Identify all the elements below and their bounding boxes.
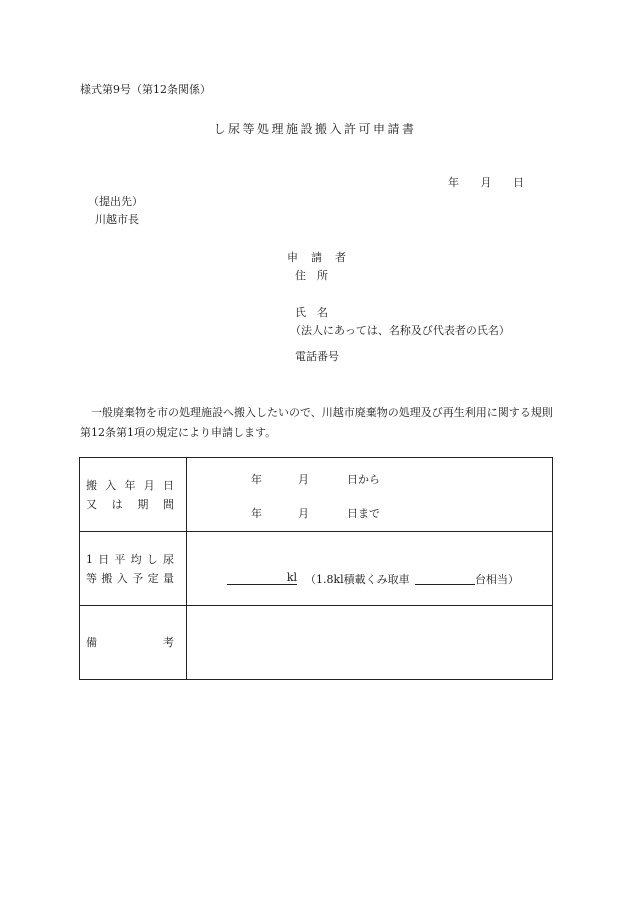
applicant-heading: 申 請 者 bbox=[287, 251, 347, 264]
date-year: 年 bbox=[448, 176, 459, 189]
period-value[interactable] bbox=[187, 458, 553, 532]
quantity-label-line2: 等 搬 入 予 定 量 bbox=[86, 571, 174, 585]
remarks-row bbox=[80, 606, 553, 680]
application-statement: 一般廃棄物を市の処理施設へ搬入したいので、川越市廃棄物の処理及び再生利用に関する規則第12条第1項の規定により申請します。 bbox=[80, 406, 553, 439]
vehicle-text: （1.8kl積載くみ取車 bbox=[305, 572, 410, 586]
name-label: 氏 名 bbox=[295, 306, 328, 319]
period-from: 年 月 日から bbox=[251, 472, 380, 486]
address-label: 住 所 bbox=[295, 269, 328, 282]
remarks-label-line: 備 考 bbox=[86, 636, 174, 649]
vehicle-suffix: 台相当） bbox=[475, 572, 519, 586]
period-label-line2: 又 は 期 間 bbox=[86, 497, 174, 511]
date-month: 月 bbox=[480, 176, 492, 189]
period-label bbox=[80, 458, 187, 532]
date-line bbox=[448, 174, 524, 190]
date-day: 日 bbox=[513, 176, 524, 189]
name-note: （法人にあっては、名称及び代表者の氏名） bbox=[290, 324, 510, 337]
form-number: 様式第9号（第12条関係） bbox=[80, 83, 211, 96]
quantity-line bbox=[187, 571, 552, 589]
application-table bbox=[79, 457, 553, 680]
kl-blank[interactable]: kl bbox=[227, 571, 297, 585]
period-to: 年 月 日まで bbox=[251, 506, 380, 520]
document-title: し尿等処理施設搬入許可申請書 bbox=[213, 122, 417, 136]
quantity-row bbox=[80, 532, 553, 606]
recipient-name: 川越市長 bbox=[95, 213, 139, 226]
quantity-label-line1: 1 日 平 均 し 尿 bbox=[86, 552, 174, 566]
period-row bbox=[80, 458, 553, 532]
phone-label: 電話番号 bbox=[295, 350, 339, 363]
period-label-line1: 搬 入 年 月 日 bbox=[86, 478, 174, 492]
recipient-label: （提出先） bbox=[88, 195, 143, 208]
vehicle-count-blank[interactable] bbox=[415, 571, 475, 585]
remarks-label bbox=[80, 606, 187, 680]
remarks-value[interactable] bbox=[187, 606, 553, 680]
quantity-label bbox=[80, 532, 187, 606]
quantity-value[interactable] bbox=[187, 532, 553, 606]
